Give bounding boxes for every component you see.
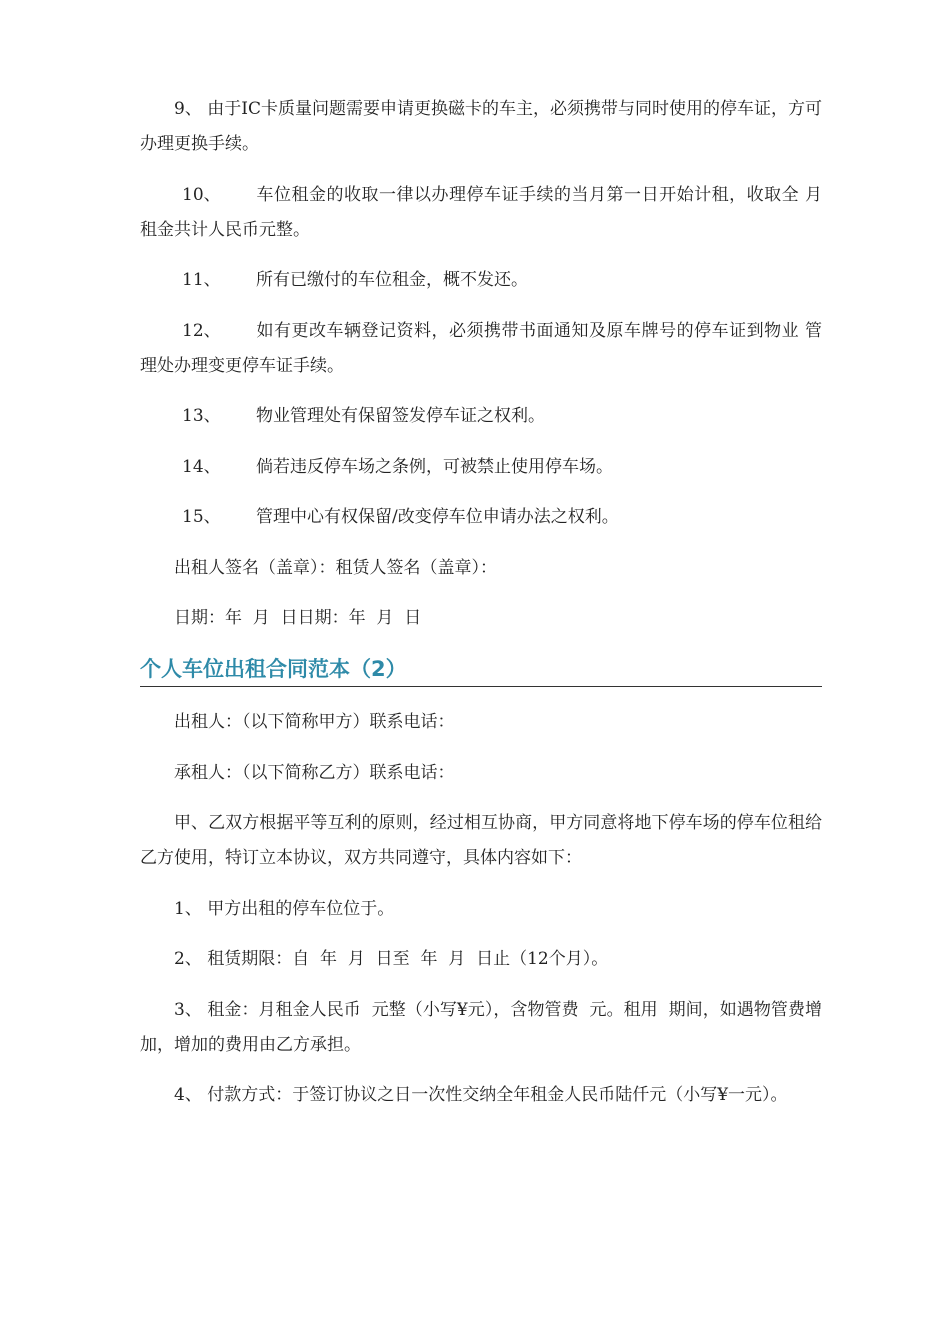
item-13-number: 13、	[182, 406, 221, 426]
item-10-text: 车位租金的收取一律以办理停车证手续的当月第一日开始计租，收取全 月租金共计人民币元整。	[140, 184, 822, 240]
item-15	[140, 500, 822, 535]
item-9: 9、 由于IC卡质量问题需要申请更换磁卡的车主，必须携带与同时使用的停车证，方可办理更换手续。	[140, 99, 822, 154]
item-11-number: 11、	[182, 270, 221, 290]
item-13-text: 物业管理处有保留签发停车证之权利。	[256, 406, 545, 426]
clause-1: 1、 甲方出租的停车位位于。	[174, 898, 395, 919]
clause-4: 4、 付款方式：于签订协议之日一次性交纳全年租金人民币陆仟元（小写¥一元）。	[174, 1085, 788, 1105]
item-10-number: 10、	[182, 184, 221, 205]
intro-paragraph: 甲、乙双方根据平等互利的原则，经过相互协商，甲方同意将地下停车场的停车位租给乙方使用，特订立本协议，双方共同遵守，具体内容如下：	[140, 813, 822, 868]
item-11	[140, 263, 822, 298]
item-15-number: 15、	[182, 507, 221, 527]
document-body	[140, 92, 822, 1129]
date-line: 日期：年 月 日日期：年 月 日	[174, 608, 422, 628]
item-12	[140, 314, 822, 384]
item-13	[140, 399, 822, 434]
item-11-text: 所有已缴付的车位租金，概不发还。	[256, 270, 528, 290]
item-14-number: 14、	[182, 456, 221, 477]
signature-line: 出租人签名（盖章）：租赁人签名（盖章）：	[174, 557, 497, 578]
item-14	[140, 450, 822, 485]
lessee-line: 承租人：（以下简称乙方）联系电话：	[174, 762, 455, 783]
clause-3: 3、 租金：月租金人民币 元整（小写¥元），含物管费 元。租用 期间，如遇物管费增加，增加的费用由乙方承担。	[140, 999, 822, 1055]
item-14-text: 倘若违反停车场之条例，可被禁止使用停车场。	[256, 456, 613, 477]
lessor-line: 出租人：（以下简称甲方）联系电话：	[174, 712, 455, 732]
item-15-text: 管理中心有权保留/改变停车位申请办法之权利。	[256, 507, 619, 527]
item-12-number: 12、	[182, 320, 221, 341]
section-heading: 个人车位出租合同范本（2）	[140, 654, 822, 687]
clause-2: 2、 租赁期限：自 年 月 日至 年 月 日止（12个月）。	[174, 949, 609, 969]
item-12-text: 如有更改车辆登记资料，必须携带书面通知及原车牌号的停车证到物业 管理处办理变更停车证手续。	[140, 320, 822, 376]
item-10	[140, 178, 822, 248]
